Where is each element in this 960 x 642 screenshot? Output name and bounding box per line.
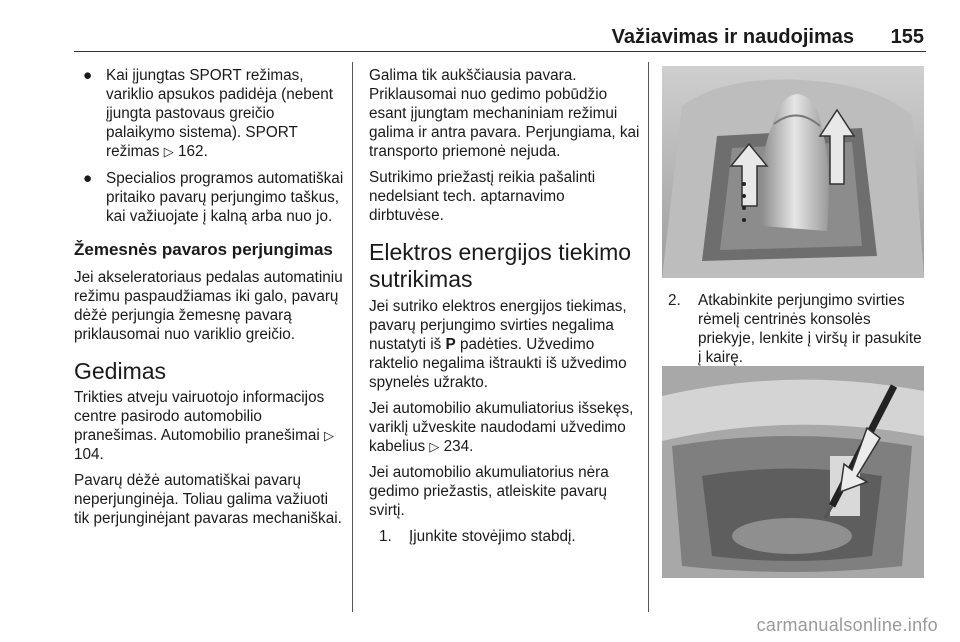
heading-failure: Gedimas (74, 358, 167, 384)
step-number: 2. (668, 292, 681, 309)
punctuation: . (99, 446, 104, 463)
bullet-text: Specialios programos automatiškai pritaiko pavarų perjungimo taškus, kai važiuojate į kalną arba nuo jo. (106, 170, 344, 225)
step-number: 1. (379, 528, 392, 545)
power-text: Jei automobilio akumuliatorius išsekęs, variklį užveskite naudodami užvedimo kabelius (369, 400, 634, 455)
page-ref-icon: ▷ (163, 144, 174, 159)
bullet-special-programs (74, 169, 346, 226)
heading-lower-gear: Žemesnės pavaros perjungimas (74, 240, 333, 259)
power-paragraph-3: Jei automobilio akumuliatorius nėra gedimo priežastis, atleiskite pavarų svirtį. (369, 464, 609, 519)
heading-power-failure: Elektros energijos tiekimo sutrikimas (369, 239, 632, 292)
failure-text: Trikties atveju vairuotojo informacijos centre pasirodo automobilio pranešimas. Automobilio pranešimai (74, 389, 325, 444)
step-2 (668, 291, 928, 367)
gear-p-symbol: P (445, 336, 456, 353)
gear-paragraph-1: Galima tik aukščiausia pavara. Priklausomai nuo gedimo pobūdžio esant įjungtam mechaniniam režimui galima ir antra pavara. Perjungiama, kai transporto priemonė nejuda. (369, 67, 640, 160)
page-ref[interactable]: 162 (178, 143, 204, 160)
punctuation: . (203, 143, 208, 160)
bullet-sport-mode (74, 66, 346, 161)
page-ref[interactable]: 104 (74, 446, 100, 463)
watermark: carmanualsonline.info (756, 615, 938, 635)
chapter-title: Važiavimas ir naudojimas (611, 26, 854, 48)
power-paragraph-1 (369, 297, 643, 392)
power-text: padėties. Užvedimo raktelio negalima ištraukti iš užvedimo spynelės užrakto. (369, 336, 627, 391)
bullet-text: Kai įjungtas SPORT režimas, variklio apsukos padidėja (nebent įjungta pastovaus greičio palaikymo sistema). SPORT režimas (106, 67, 334, 160)
power-text: Jei sutriko elektros energijos tiekimas, pavarų perjungimo svirties negalima nustatyti iš (369, 298, 627, 353)
page-number: 155 (890, 26, 924, 48)
bullet-marker: ● (83, 67, 93, 84)
header-rule (74, 51, 926, 52)
punctuation: . (469, 438, 474, 455)
bullet-marker: ● (83, 170, 93, 187)
gear-paragraph-2: Sutrikimo priežastį reikia pašalinti nedelsiant tech. aptarnavimo dirbtuvėse. (369, 169, 596, 224)
column-1 (74, 66, 346, 535)
step-text: Atkabinkite perjungimo svirties rėmelį centrinės konsolės priekyje, lenkite į viršų ir pasukite į kairę. (698, 292, 922, 366)
console-release-illustration (662, 366, 924, 578)
column-3-text (668, 291, 928, 367)
column-divider-1 (352, 62, 353, 612)
page-ref[interactable]: 234 (443, 438, 470, 455)
failure-paragraph-2: Pavarų dėžė automatiškai pavarų neperjunginėja. Toliau galima važiuoti tik perjunginėjant pavaras mechaniškai. (74, 472, 342, 527)
column-2 (369, 66, 643, 546)
gear-lever-drawing (662, 66, 924, 278)
page-ref-icon: ▷ (429, 439, 440, 454)
column-divider-2 (648, 62, 649, 612)
power-paragraph-2 (369, 399, 643, 456)
step-1 (379, 527, 643, 546)
page-header (74, 26, 926, 50)
failure-paragraph-1 (74, 388, 346, 464)
page-ref-icon: ▷ (323, 428, 334, 443)
step-text: Įjunkite stovėjimo stabdį. (409, 528, 576, 545)
gear-lever-illustration (662, 66, 924, 278)
lower-gear-text: Jei akseleratoriaus pedalas automatiniu režimu paspaudžiamas iki galo, pavarų dėžė perjungia žemesnę pavarą priklausomai nuo variklio greičio. (74, 269, 343, 343)
console-drawing (662, 366, 924, 578)
